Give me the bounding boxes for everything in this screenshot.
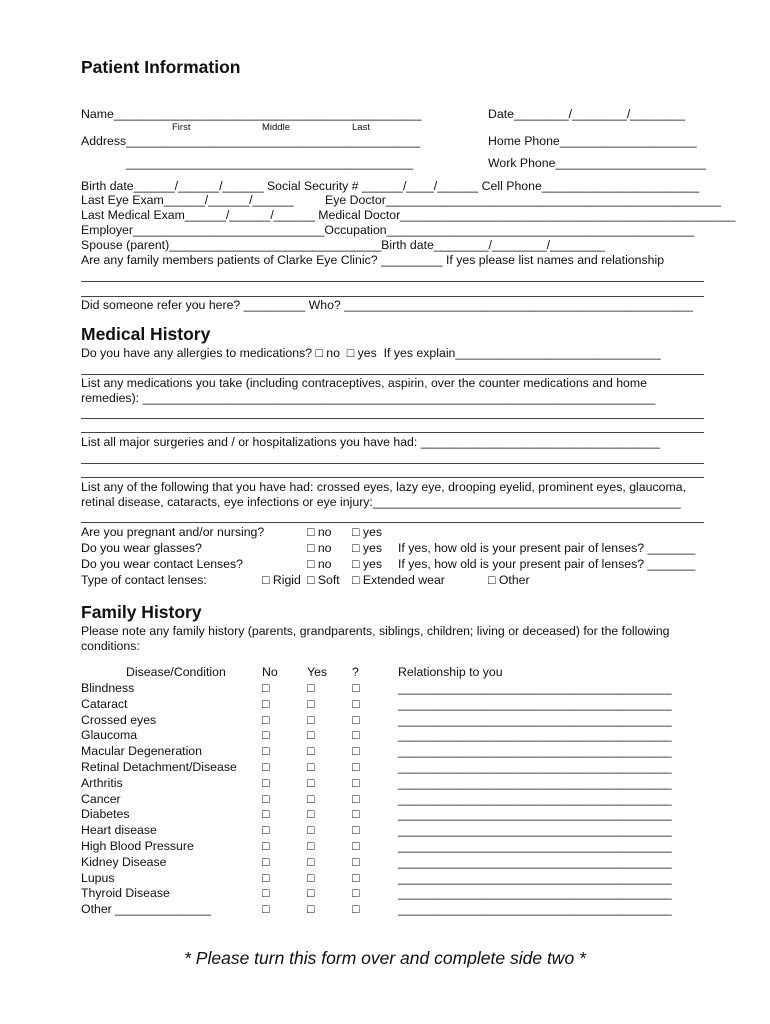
condition-label: Crossed eyes: [81, 713, 157, 727]
extended-wear-checkbox[interactable]: □ Extended wear: [352, 573, 445, 587]
condition-label: Blindness: [81, 681, 135, 695]
column-header-unknown: ?: [352, 665, 359, 679]
last-eye-exam-field[interactable]: Last Eye Exam______/______/______: [81, 193, 294, 207]
relationship-field[interactable]: ________________________________________: [398, 776, 672, 790]
family-history-heading: Family History: [81, 602, 202, 622]
pregnant-yes-checkbox[interactable]: □ yes: [352, 525, 382, 539]
condition-label: Retinal Detachment/Disease: [81, 760, 237, 774]
condition-unknown-checkbox[interactable]: □: [352, 697, 360, 711]
employer-occupation-row[interactable]: Employer____________________________Occupation_____________________________________________: [81, 223, 695, 237]
work-phone-field[interactable]: Work Phone______________________: [488, 156, 706, 170]
answer-line[interactable]: [81, 296, 704, 297]
contact-type-question: Type of contact lenses:: [81, 573, 207, 587]
address-field[interactable]: Address___________________________________________: [81, 134, 421, 148]
answer-line[interactable]: [81, 477, 704, 478]
condition-no-checkbox[interactable]: □: [262, 792, 270, 806]
soft-checkbox[interactable]: □ Soft: [307, 573, 340, 587]
condition-unknown-checkbox[interactable]: □: [352, 902, 360, 916]
condition-label: Kidney Disease: [81, 855, 167, 869]
answer-line[interactable]: [81, 522, 704, 523]
relationship-field[interactable]: ________________________________________: [398, 792, 672, 806]
contacts-no-checkbox[interactable]: □ no: [307, 557, 332, 571]
condition-no-checkbox[interactable]: □: [262, 697, 270, 711]
condition-unknown-checkbox[interactable]: □: [352, 823, 360, 837]
birth-ss-cell-row[interactable]: Birth date______/______/______ Social Security # ______/____/______ Cell Phone_______________________: [81, 179, 700, 193]
medications-answer[interactable]: remedies): ___________________________________________________________________________: [81, 391, 656, 405]
column-header-disease: Disease/Condition: [126, 665, 226, 679]
condition-label: Cancer: [81, 792, 121, 806]
condition-yes-checkbox[interactable]: □: [307, 697, 315, 711]
relationship-field[interactable]: ________________________________________: [398, 713, 672, 727]
medical-history-heading: Medical History: [81, 324, 211, 344]
condition-unknown-checkbox[interactable]: □: [352, 744, 360, 758]
condition-label: Heart disease: [81, 823, 157, 837]
home-phone-field[interactable]: Home Phone____________________: [488, 134, 697, 148]
condition-no-checkbox[interactable]: □: [262, 855, 270, 869]
condition-no-checkbox[interactable]: □: [262, 776, 270, 790]
name-sublabel-middle: Middle: [262, 122, 290, 133]
condition-no-checkbox[interactable]: □: [262, 713, 270, 727]
condition-unknown-checkbox[interactable]: □: [352, 760, 360, 774]
contacts-yes-checkbox[interactable]: □ yes: [352, 557, 382, 571]
relationship-field[interactable]: ________________________________________: [398, 839, 672, 853]
surgeries-question[interactable]: List all major surgeries and / or hospitalizations you have had: ___________________________________: [81, 435, 661, 449]
family-members-question: Are any family members patients of Clarke Eye Clinic? _________ If yes please list names and relationship: [81, 253, 665, 267]
relationship-field[interactable]: ________________________________________: [398, 823, 672, 837]
condition-unknown-checkbox[interactable]: □: [352, 871, 360, 885]
condition-label: Thyroid Disease: [81, 886, 170, 900]
condition-yes-checkbox[interactable]: □: [307, 886, 315, 900]
eye-doctor-field[interactable]: Eye Doctor_________________________________________________: [325, 193, 721, 207]
glasses-question: Do you wear glasses?: [81, 541, 202, 555]
condition-label: Diabetes: [81, 807, 130, 821]
allergies-question[interactable]: Do you have any allergies to medications? □ no □ yes If yes explain______________________________: [81, 346, 661, 360]
condition-no-checkbox[interactable]: □: [262, 839, 270, 853]
pregnant-no-checkbox[interactable]: □ no: [307, 525, 332, 539]
family-history-intro: Please note any family history (parents, grandparents, siblings, children; living or deceased) for the following: [81, 624, 670, 638]
condition-no-checkbox[interactable]: □: [262, 744, 270, 758]
condition-unknown-checkbox[interactable]: □: [352, 886, 360, 900]
name-sublabel-first: First: [172, 122, 191, 133]
condition-no-checkbox[interactable]: □: [262, 728, 270, 742]
referred-row[interactable]: Did someone refer you here? _________ Who? ___________________________________________________: [81, 298, 693, 312]
relationship-field[interactable]: ________________________________________: [398, 728, 672, 742]
column-header-yes: Yes: [307, 665, 328, 679]
address-field-line2[interactable]: __________________________________________: [126, 156, 414, 170]
answer-line[interactable]: [81, 463, 704, 464]
condition-yes-checkbox[interactable]: □: [307, 807, 315, 821]
condition-yes-checkbox[interactable]: □: [307, 713, 315, 727]
spouse-row[interactable]: Spouse (parent)_______________________________Birth date________/________/________: [81, 238, 605, 252]
condition-unknown-checkbox[interactable]: □: [352, 713, 360, 727]
condition-no-checkbox[interactable]: □: [262, 760, 270, 774]
condition-yes-checkbox[interactable]: □: [307, 839, 315, 853]
condition-yes-checkbox[interactable]: □: [307, 823, 315, 837]
condition-yes-checkbox[interactable]: □: [307, 855, 315, 869]
family-history-intro-2: conditions:: [81, 639, 140, 653]
column-header-relationship: Relationship to you: [398, 665, 503, 679]
relationship-field[interactable]: ________________________________________: [398, 871, 672, 885]
condition-unknown-checkbox[interactable]: □: [352, 807, 360, 821]
condition-no-checkbox[interactable]: □: [262, 823, 270, 837]
condition-no-checkbox[interactable]: □: [262, 902, 270, 916]
condition-yes-checkbox[interactable]: □: [307, 744, 315, 758]
condition-label: High Blood Pressure: [81, 839, 194, 853]
condition-no-checkbox[interactable]: □: [262, 807, 270, 821]
eye-conditions-answer[interactable]: retinal disease, cataracts, eye infections or eye injury:_____________________________________________: [81, 495, 681, 509]
glasses-age-field[interactable]: If yes, how old is your present pair of lenses? _______: [398, 541, 696, 555]
condition-no-checkbox[interactable]: □: [262, 871, 270, 885]
medications-question: List any medications you take (including contraceptives, aspirin, over the counter medications and home: [81, 376, 647, 390]
answer-line[interactable]: [81, 418, 704, 419]
condition-label: Other ______________: [81, 902, 211, 916]
condition-label: Glaucoma: [81, 728, 138, 742]
condition-yes-checkbox[interactable]: □: [307, 792, 315, 806]
relationship-field[interactable]: ________________________________________: [398, 855, 672, 869]
answer-line[interactable]: [81, 432, 704, 433]
column-header-no: No: [262, 665, 278, 679]
condition-yes-checkbox[interactable]: □: [307, 871, 315, 885]
relationship-field[interactable]: ________________________________________: [398, 902, 672, 916]
relationship-field[interactable]: ________________________________________: [398, 886, 672, 900]
name-field[interactable]: Name_____________________________________________: [81, 107, 422, 121]
condition-yes-checkbox[interactable]: □: [307, 776, 315, 790]
other-checkbox[interactable]: □ Other: [488, 573, 530, 587]
relationship-field[interactable]: ________________________________________: [398, 807, 672, 821]
glasses-no-checkbox[interactable]: □ no: [307, 541, 332, 555]
condition-unknown-checkbox[interactable]: □: [352, 792, 360, 806]
contacts-age-field[interactable]: If yes, how old is your present pair of lenses? _______: [398, 557, 696, 571]
relationship-field[interactable]: ________________________________________: [398, 744, 672, 758]
condition-no-checkbox[interactable]: □: [262, 886, 270, 900]
condition-no-checkbox[interactable]: □: [262, 681, 270, 695]
answer-line[interactable]: [81, 281, 704, 282]
pregnant-question: Are you pregnant and/or nursing?: [81, 525, 265, 539]
glasses-yes-checkbox[interactable]: □ yes: [352, 541, 382, 555]
name-sublabel-last: Last: [352, 122, 370, 133]
condition-unknown-checkbox[interactable]: □: [352, 776, 360, 790]
date-field[interactable]: Date________/________/________: [488, 107, 685, 121]
condition-label: Arthritis: [81, 776, 123, 790]
condition-yes-checkbox[interactable]: □: [307, 902, 315, 916]
eye-conditions-question: List any of the following that you have had: crossed eyes, lazy eye, drooping eyelid, prominent eyes, glaucoma,: [81, 480, 686, 494]
condition-yes-checkbox[interactable]: □: [307, 728, 315, 742]
relationship-field[interactable]: ________________________________________: [398, 681, 672, 695]
condition-label: Macular Degeneration: [81, 744, 202, 758]
last-medical-exam-row[interactable]: Last Medical Exam______/______/______ Medical Doctor_________________________________________________: [81, 208, 736, 222]
condition-unknown-checkbox[interactable]: □: [352, 839, 360, 853]
patient-information-heading: Patient Information: [81, 57, 241, 77]
contacts-question: Do you wear contact Lenses?: [81, 557, 244, 571]
rigid-checkbox[interactable]: □ Rigid: [262, 573, 301, 587]
condition-label: Lupus: [81, 871, 115, 885]
condition-label: Cataract: [81, 697, 128, 711]
condition-unknown-checkbox[interactable]: □: [352, 728, 360, 742]
answer-line[interactable]: [81, 374, 704, 375]
footer-note: * Please turn this form over and complete side two *: [184, 948, 586, 968]
condition-unknown-checkbox[interactable]: □: [352, 681, 360, 695]
relationship-field[interactable]: ________________________________________: [398, 697, 672, 711]
condition-unknown-checkbox[interactable]: □: [352, 855, 360, 869]
relationship-field[interactable]: ________________________________________: [398, 760, 672, 774]
condition-yes-checkbox[interactable]: □: [307, 760, 315, 774]
condition-yes-checkbox[interactable]: □: [307, 681, 315, 695]
